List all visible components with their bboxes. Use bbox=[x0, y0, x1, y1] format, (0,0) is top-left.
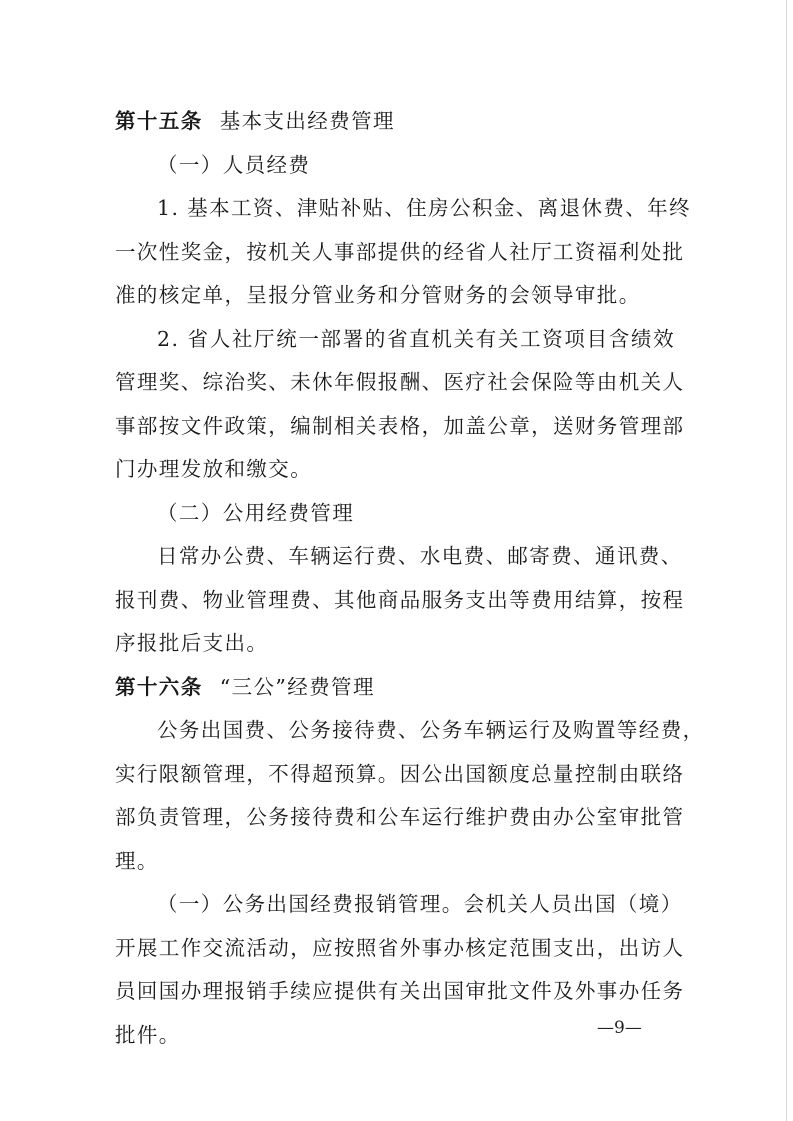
article-16-line-4: 理。 bbox=[115, 848, 159, 873]
article-16-line-3: 部负责管理，公务接待费和公车运行维护费由办公室审批管 bbox=[115, 805, 685, 829]
travel-abroad-line-1: （一）公务出国经费报销管理。会机关人员出国（境） bbox=[157, 892, 683, 916]
public-expense-line-3: 序报批后支出。 bbox=[115, 631, 269, 655]
item-2-line-3: 事部按文件政策，编制相关表格，加盖公章，送财务管理部 bbox=[115, 413, 685, 438]
section-public-expense-title: （二）公用经费管理 bbox=[157, 500, 355, 525]
article-16-line-2: 实行限额管理，不得超预算。因公出国额度总量控制由联络 bbox=[115, 761, 685, 786]
travel-abroad-line-4: 批件。 bbox=[115, 1022, 181, 1047]
item-1-line-1: 1. 基本工资、津贴补贴、住房公积金、离退休费、年终 bbox=[157, 196, 691, 220]
article-15-title: 基本支出经费管理 bbox=[219, 109, 395, 133]
article-15-number: 第十五条 bbox=[115, 109, 203, 133]
page-number: —9— bbox=[597, 1018, 642, 1038]
item-2-line-2: 管理奖、综治奖、未休年假报酬、医疗社会保险等由机关人 bbox=[115, 370, 685, 394]
item-1-line-3: 准的核定单，呈报分管业务和分管财务的会领导审批。 bbox=[115, 283, 641, 307]
article-16-line-1: 公务出国费、公务接待费、公务车辆运行及购置等经费， bbox=[157, 718, 705, 742]
travel-abroad-line-3: 员回国办理报销手续应提供有关出国审批文件及外事办任务 bbox=[115, 979, 685, 1003]
travel-abroad-line-2: 开展工作交流活动，应按照省外事办核定范围支出，出访人 bbox=[115, 935, 685, 960]
document-page bbox=[115, 100, 705, 1057]
item-2-line-4: 门办理发放和缴交。 bbox=[115, 457, 313, 481]
page-edge-line bbox=[786, 0, 787, 1121]
item-1-line-2: 一次性奖金，按机关人事部提供的经省人社厅工资福利处批 bbox=[115, 239, 685, 264]
article-16-title: “三公”经费管理 bbox=[219, 674, 375, 699]
article-15-heading bbox=[115, 100, 675, 144]
public-expense-line-1: 日常办公费、车辆运行费、水电费、邮寄费、通讯费、 bbox=[157, 544, 683, 568]
item-2-line-1: 2. 省人社厅统一部署的省直机关有关工资项目含绩效 bbox=[157, 326, 675, 351]
article-16-number: 第十六条 bbox=[115, 674, 203, 699]
article-16-heading bbox=[115, 666, 675, 710]
section-personnel-title: （一）人员经费 bbox=[157, 152, 311, 177]
public-expense-line-2: 报刊费、物业管理费、其他商品服务支出等费用结算，按程 bbox=[115, 587, 685, 612]
